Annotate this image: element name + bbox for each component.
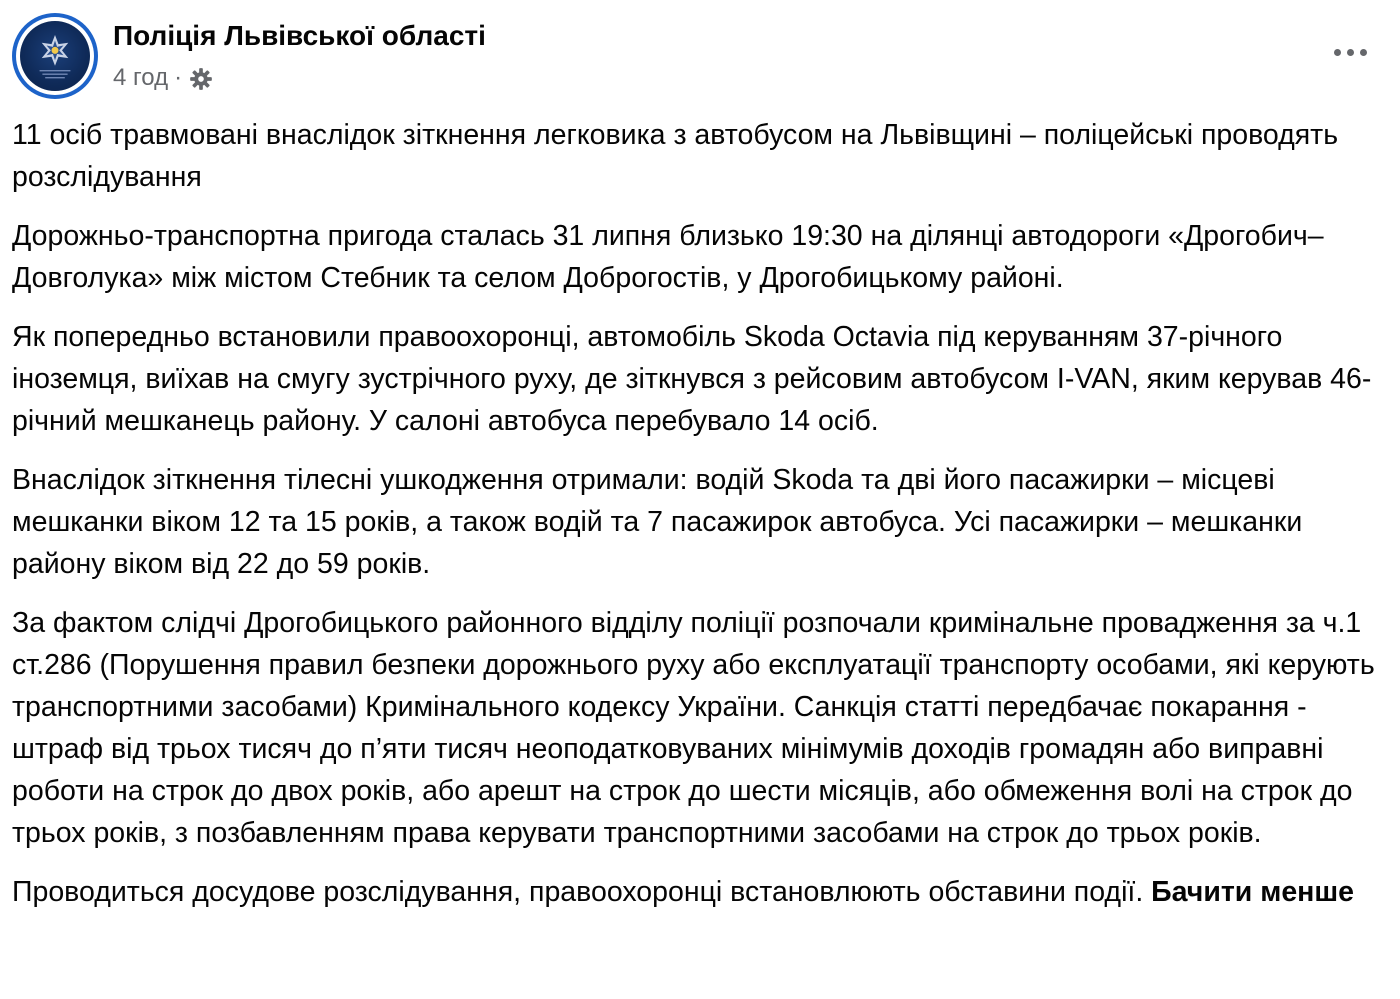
- settings-gear-icon[interactable]: [188, 66, 214, 92]
- post-paragraph: Дорожньо-транспортна пригода сталась 31 липня близько 19:30 на ділянці автодороги «Дрогобич–Довголука» між містом Стебник та селом Доброгостів, у Дрогобицькому районі.: [12, 220, 1324, 294]
- more-options-icon-dot: [1347, 49, 1354, 56]
- post-paragraph-last: [12, 871, 1388, 913]
- more-options-icon-dot: [1360, 49, 1367, 56]
- post-body: [12, 114, 1388, 930]
- post-header: [0, 0, 1400, 110]
- post-paragraph: Внаслідок зіткнення тілесні ушкодження отримали: водій Skoda та дві його пасажирки – місцеві мешканки віком 12 та 15 років, а також водій та 7 пасажирок автобуса. Усі пасажирки – мешканки району віком від 22 до 59 років.: [12, 464, 1303, 580]
- post-paragraph-headline: 11 осіб травмовані внаслідок зіткнення легковика з автобусом на Львівщині – поліцейські проводять розслідування: [12, 119, 1339, 193]
- post-paragraph: Як попередньо встановили правоохоронці, автомобіль Skoda Octavia під керуванням 37-річного іноземця, виїхав на смугу зустрічного руху, де зіткнувся з рейсовим автобусом I-VAN, яким керував 46-річний мешканець району. У салоні автобуса перебувало 14 осіб.: [12, 321, 1372, 437]
- avatar-ring: [16, 17, 94, 95]
- post-timestamp[interactable]: 4 год: [113, 64, 169, 91]
- post-paragraph: За фактом слідчі Дрогобицького районного відділу поліції розпочали кримінальне провадження за ч.1 ст.286 (Порушення правил безпеки дорожнього руху або експлуатації транспорту особами, які керують транспортними засобами) Кримінального кодексу України. Санкція статті передбачає покарання - штраф від трьох тисяч до п’яти тисяч неоподатковуваних мінімумів доходів громадян або виправні роботи на строк до двох років, або арешт на строк до шести місяців, або обмеження волі на строк до трьох років, з позбавленням права керувати транспортними засобами на строк до трьох років.: [12, 607, 1375, 849]
- post-paragraph-text: Проводиться досудове розслідування, правоохоронці встановлюють обставини події.: [12, 876, 1144, 908]
- post-meta: [113, 62, 214, 94]
- meta-separator: ·: [174, 64, 183, 91]
- more-options-icon: [1334, 49, 1341, 56]
- police-emblem-icon: [20, 21, 90, 91]
- page-avatar[interactable]: [12, 13, 98, 99]
- see-less-link[interactable]: Бачити менше: [1151, 876, 1354, 908]
- more-options-button[interactable]: [1322, 30, 1378, 74]
- page-name[interactable]: Поліція Львівської області: [113, 20, 486, 51]
